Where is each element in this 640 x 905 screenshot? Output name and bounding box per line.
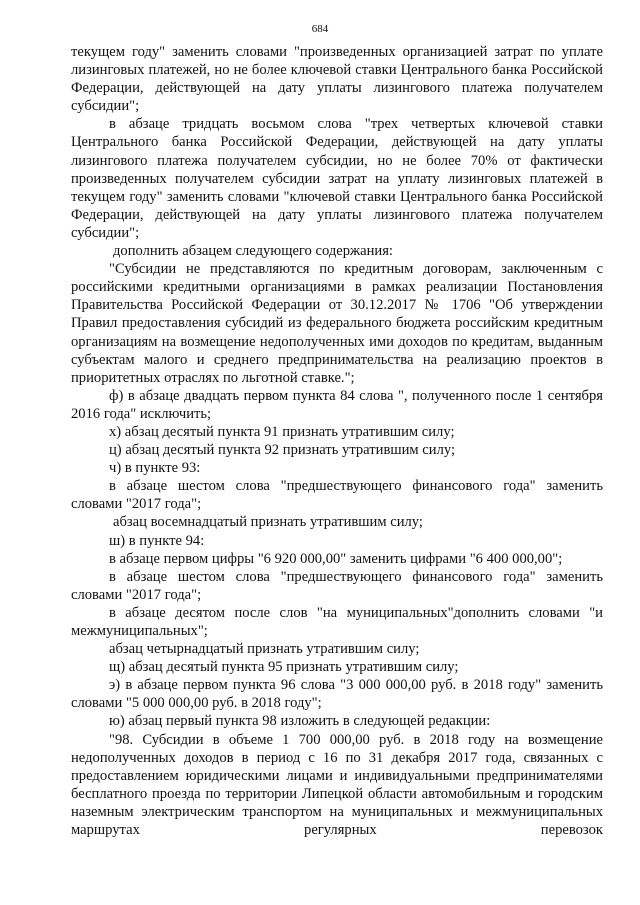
paragraph-item-yu: ю) абзац первый пункта 98 изложить в следующей редакции: <box>109 713 491 730</box>
paragraph-abzac-38: в абзаце тридцать восьмом слова "трех четвертых ключевой ставки Центрального банка Российской Федерации, действующей на дату уплаты лизингового платежа получателем субсидии, но не более 70% от фактически произведенных получателем субсидии затрат на уплату лизинговых платежей в текущем году" заменить словами "ключевой ставки Центрального банка Российской Федерации, действующей на дату уплаты лизингового платежа получателем субсидии"; <box>71 116 603 241</box>
paragraph-item-shch: щ) абзац десятый пункта 95 признать утратившим силу; <box>109 659 459 676</box>
paragraph-item-e: э) в абзаце первом пункта 96 слова "3 000 000,00 руб. в 2018 году" заменить словами "5 000 000,00 руб. в 2018 году"; <box>71 677 603 712</box>
paragraph-item-ch-abzac-6: в абзаце шестом слова "предшествующего финансового года" заменить словами "2017 года"; <box>71 478 603 513</box>
paragraph-item-ch-abzac-18: абзац восемнадцатый признать утратившим силу; <box>113 514 423 531</box>
paragraph-item-sh-abzac-6: в абзаце шестом слова "предшествующего финансового года" заменить словами "2017 года"; <box>71 568 603 603</box>
document-body <box>71 43 603 839</box>
paragraph-item-sh-abzac-10: в абзаце десятом после слов "на муниципальных"дополнить словами "и межмуниципальных"; <box>71 604 603 639</box>
paragraph-item-sh: ш) в пункте 94: <box>109 532 205 549</box>
paragraph-item-sh-abzac-1: в абзаце первом цифры "6 920 000,00" заменить цифрами "6 400 000,00"; <box>109 550 563 567</box>
page-number: 684 <box>311 23 329 35</box>
paragraph-item-ch: ч) в пункте 93: <box>109 460 201 477</box>
paragraph-item-ts: ц) абзац десятый пункта 92 признать утратившим силу; <box>109 442 456 459</box>
paragraph-dopolnit: дополнить абзацем следующего содержания: <box>113 243 393 260</box>
paragraph-item-kh: х) абзац десятый пункта 91 признать утратившим силу; <box>109 423 455 440</box>
paragraph-item-sh-abzac-14: абзац четырнадцатый признать утратившим силу; <box>109 641 420 658</box>
paragraph-subsidy-clause: "Субсидии не представляются по кредитным договорам, заключенным с российскими кредитными организациями в рамках реализации Постановления Правительства Российской Федерации от 30.12.2017 № 1706 "Об утверждении Правил предоставления субсидий из федерального бюджета российским кредитным организациям на возмещение недополученных ими доходов по кредитам, выданным субъектам малого и среднего предпринимательства на реализацию проектов в приоритетных отраслях по льготной ставке."; <box>71 261 603 386</box>
paragraph-item-f: ф) в абзаце двадцать первом пункта 84 слова ", полученного после 1 сентября 2016 года" исключить; <box>71 387 603 422</box>
paragraph-item-98: "98. Субсидии в объеме 1 700 000,00 руб. в 2018 году на возмещение недополученных доходов в период с 16 по 31 декабря 2017 года, связанных с предоставлением юридическими лицами и индивидуальными предпринимателями бесплатного проезда по территории Липецкой области автомобильным и городским наземным электрическим транспортом на муниципальных и межмуниципальных маршрутах регулярных перевозок <box>71 731 603 839</box>
paragraph-continuation: текущем году" заменить словами "произведенных организацией затрат по уплате лизинговых платежей, но не более ключевой ставки Центрального банка Российской Федерации, действующей на дату уплаты лизингового платежа получателем субсидии"; <box>71 44 603 115</box>
